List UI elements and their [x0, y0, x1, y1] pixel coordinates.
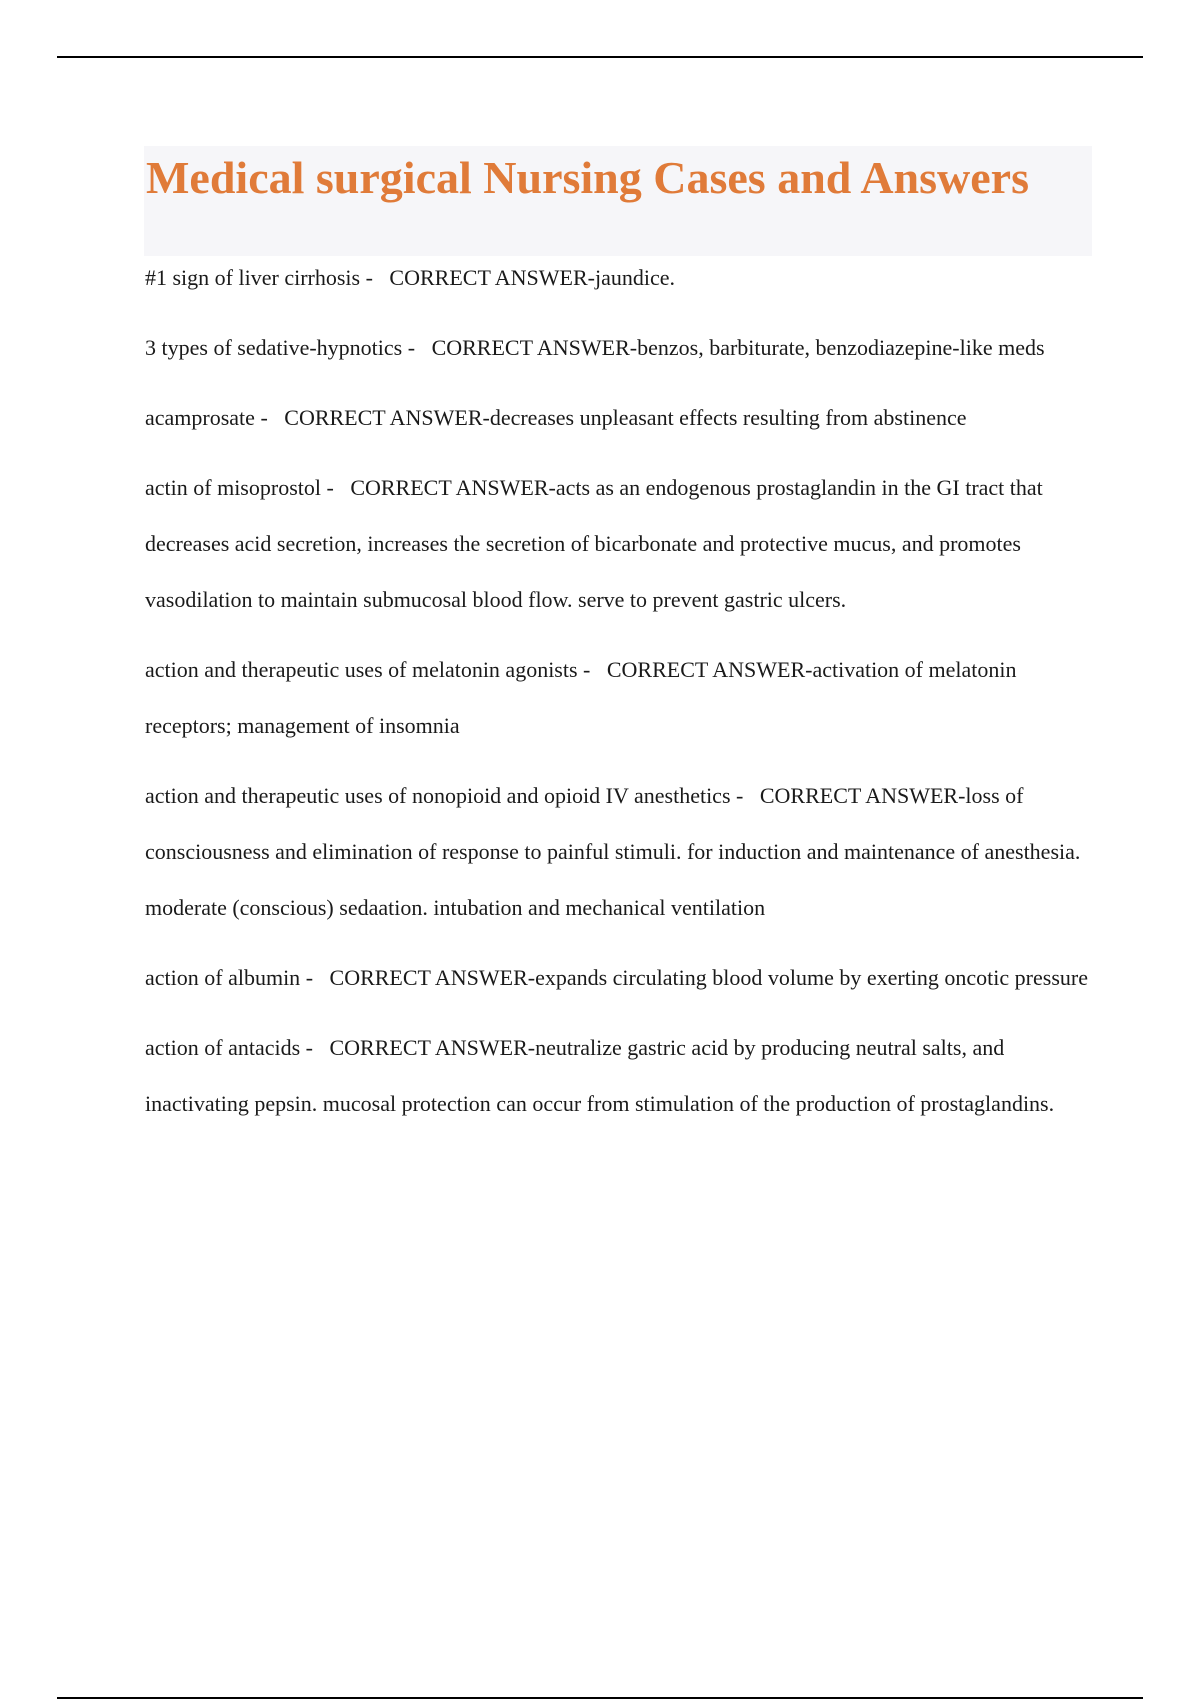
qa-answer-prefix: CORRECT ANSWER-: [389, 265, 595, 290]
qa-question: 3 types of sedative-hypnotics: [145, 335, 403, 360]
qa-answer: decreases unpleasant effects resulting from abstinence: [489, 405, 967, 430]
qa-answer-prefix: CORRECT ANSWER-: [606, 657, 813, 682]
qa-answer: activation of melatonin receptors; management of insomnia: [145, 657, 1017, 738]
qa-item: #1 sign of liver cirrhosis - CORRECT ANSWER-jaundice.: [145, 265, 676, 290]
qa-answer-prefix: CORRECT ANSWER-: [284, 405, 490, 430]
bottom-rule: [57, 1697, 1143, 1699]
qa-answer: jaundice.: [594, 265, 676, 290]
qa-list: [145, 250, 1095, 1146]
title-box: [144, 146, 1092, 256]
qa-answer-prefix: CORRECT ANSWER-: [350, 475, 556, 500]
qa-question: actin of misoprostol: [145, 475, 321, 500]
qa-item: actin of misoprostol - CORRECT ANSWER-acts as an endogenous prostaglandin in the GI tract that decreases acid secretion, increases the secretion of bicarbonate and protective mucus, and promotes vasodilation to maintain submucosal blood flow. serve to prevent gastric ulcers.: [145, 475, 1043, 612]
qa-answer-prefix: CORRECT ANSWER-: [329, 965, 536, 990]
qa-answer-prefix: CORRECT ANSWER-: [431, 335, 638, 360]
qa-question: action of albumin: [145, 965, 301, 990]
qa-answer-prefix: CORRECT ANSWER-: [759, 783, 966, 808]
qa-item: action and therapeutic uses of melatonin agonists - CORRECT ANSWER-activation of melatonin receptors; management of insomnia: [145, 657, 1017, 738]
qa-answer-prefix: CORRECT ANSWER-: [329, 1035, 536, 1060]
qa-answer: benzos, barbiturate, benzodiazepine-like meds: [637, 335, 1045, 360]
top-rule: [57, 56, 1143, 58]
qa-item: action of albumin - CORRECT ANSWER-expands circulating blood volume by exerting oncotic pressure: [145, 965, 1088, 990]
qa-item: 3 types of sedative-hypnotics - CORRECT ANSWER-benzos, barbiturate, benzodiazepine-like meds: [145, 335, 1045, 360]
qa-answer: expands circulating blood volume by exerting oncotic pressure: [535, 965, 1088, 990]
qa-item: acamprosate - CORRECT ANSWER-decreases unpleasant effects resulting from abstinence: [145, 405, 967, 430]
qa-question: acamprosate: [145, 405, 255, 430]
qa-item: action and therapeutic uses of nonopioid and opioid IV anesthetics - CORRECT ANSWER-loss of consciousness and elimination of response to painful stimuli. for induction and maintenance of anesthesia. moderate (conscious) sedaation. intubation and mechanical ventilation: [145, 783, 1081, 920]
document-title: Medical surgical Nursing Cases and Answers: [146, 152, 1029, 203]
qa-answer: neutralize gastric acid by producing neutral salts, and inactivating pepsin. mucosal protection can occur from stimulation of the production of prostaglandins.: [145, 1035, 1055, 1116]
qa-question: #1 sign of liver cirrhosis: [145, 265, 361, 290]
qa-answer: acts as an endogenous prostaglandin in the GI tract that decreases acid secretion, increases the secretion of bicarbonate and protective mucus, and promotes vasodilation to maintain submucosal blood flow. serve to prevent gastric ulcers.: [145, 475, 1043, 612]
qa-answer: loss of consciousness and elimination of response to painful stimuli. for induction and maintenance of anesthesia. moderate (conscious) sedaation. intubation and mechanical ventilation: [145, 783, 1081, 920]
qa-question: action of antacids: [145, 1035, 301, 1060]
qa-item: action of antacids - CORRECT ANSWER-neutralize gastric acid by producing neutral salts, and inactivating pepsin. mucosal protection can occur from stimulation of the production of prostaglandins.: [145, 1035, 1055, 1116]
qa-question: action and therapeutic uses of nonopioid and opioid IV anesthetics: [145, 783, 731, 808]
qa-question: action and therapeutic uses of melatonin agonists: [145, 657, 578, 682]
